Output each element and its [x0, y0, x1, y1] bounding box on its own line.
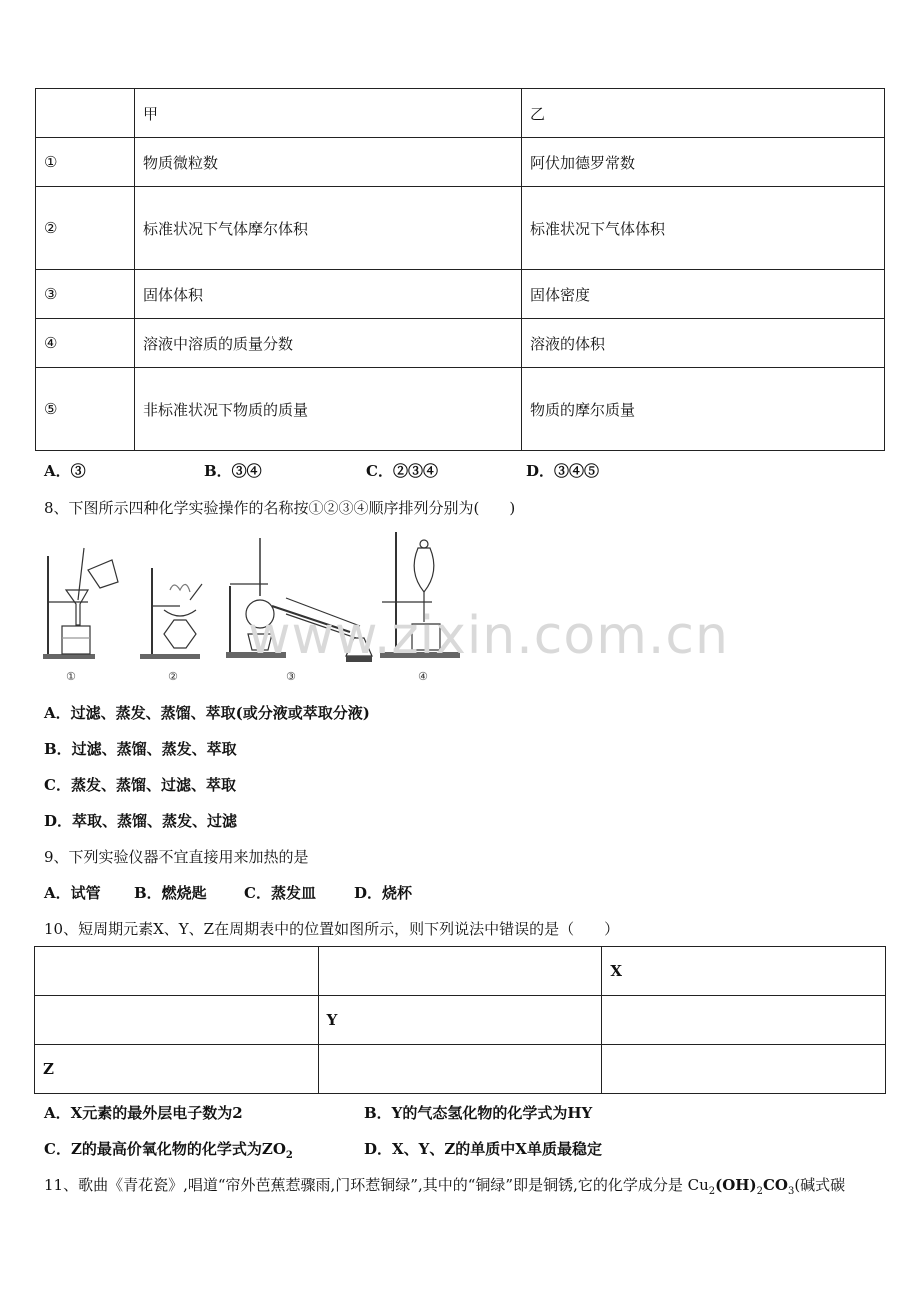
- q10-option-b: B．Y的气态氢化物的化学式为HY: [364, 1104, 593, 1122]
- fig-label-1: ①: [66, 670, 76, 683]
- q10-option-c: C．Z的最高价氧化物的化学式为$ZO_2$: [44, 1140, 293, 1161]
- q8-stem: 8、下图所示四种化学实验操作的名称按①②③④顺序排列分别为( ): [44, 499, 516, 517]
- q9-option-d: D．烧杯: [354, 884, 413, 902]
- cell-yi: 溶液的体积: [522, 319, 885, 368]
- fig-label-2: ②: [168, 670, 178, 683]
- grid-cell: [602, 996, 886, 1045]
- q8-option-d: D．萃取、蒸馏、蒸发、过滤: [44, 812, 238, 830]
- cell-jia: 固体体积: [135, 270, 522, 319]
- cell-yi: 物质的摩尔质量: [522, 368, 885, 451]
- q7-option-a: A．③: [44, 462, 86, 480]
- cell-jia: 非标准状况下物质的质量: [135, 368, 522, 451]
- grid-cell: [602, 1045, 886, 1094]
- watermark-text: www.zixin.com.cn: [248, 606, 729, 666]
- header-cell: 乙: [522, 89, 885, 138]
- periodic-position-table: [34, 946, 886, 1094]
- q9-stem: 9、下列实验仪器不宜直接用来加热的是: [44, 848, 309, 866]
- quantity-table: [35, 88, 885, 451]
- q10-stem: 10、短周期元素X、Y、Z在周期表中的位置如图所示，则下列说法中错误的是（ ）: [44, 920, 620, 938]
- row-number: ①: [36, 138, 135, 187]
- grid-cell: [35, 996, 319, 1045]
- grid-cell: Z: [35, 1045, 319, 1094]
- grid-cell: X: [602, 947, 886, 996]
- q9-option-a: A．试管: [44, 884, 101, 902]
- q9-option-c: C．蒸发皿: [244, 884, 316, 902]
- cell-jia: 物质微粒数: [135, 138, 522, 187]
- q8-option-a: A．过滤、蒸发、蒸馏、萃取(或分液或萃取分液): [44, 704, 370, 722]
- q8-option-c: C．蒸发、蒸馏、过滤、萃取: [44, 776, 236, 794]
- q7-option-d: D．③④⑤: [526, 462, 600, 480]
- cell-jia: 标准状况下气体摩尔体积: [135, 187, 522, 270]
- q8-option-b: B．过滤、蒸馏、蒸发、萃取: [44, 740, 237, 758]
- cell-yi: 固体密度: [522, 270, 885, 319]
- fig-label-3: ③: [286, 670, 296, 683]
- cell-jia: 溶液中溶质的质量分数: [135, 319, 522, 368]
- grid-cell: Y: [318, 996, 602, 1045]
- row-number: ②: [36, 187, 135, 270]
- q7-option-b: B．③④: [204, 462, 262, 480]
- filtration-apparatus-icon: [43, 548, 118, 659]
- row-number: ③: [36, 270, 135, 319]
- row-number: ④: [36, 319, 135, 368]
- q7-option-c: C．②③④: [366, 462, 438, 480]
- cell-yi: 阿伏加德罗常数: [522, 138, 885, 187]
- row-number: ⑤: [36, 368, 135, 451]
- q10-option-a: A．X元素的最外层电子数为2: [44, 1104, 243, 1122]
- header-cell: [36, 89, 135, 138]
- table-row: [36, 368, 885, 451]
- table-header-row: [36, 89, 885, 138]
- grid-cell: [318, 1045, 602, 1094]
- q9-option-b: B．燃烧匙: [134, 884, 207, 902]
- table-row: [36, 138, 885, 187]
- fig-label-4: ④: [418, 670, 428, 683]
- cell-yi: 标准状况下气体体积: [522, 187, 885, 270]
- grid-cell: [318, 947, 602, 996]
- q11-stem: 11、歌曲《青花瓷》,唱道“帘外芭蕉惹骤雨,门环惹铜绿”,其中的“铜绿”即是铜锈,它的化学成分是 $Cu_2(OH)_2CO_3$(碱式碳: [44, 1176, 846, 1197]
- table-row: [36, 319, 885, 368]
- evaporation-apparatus-icon: [140, 568, 202, 659]
- grid-cell: [35, 947, 319, 996]
- header-cell: 甲: [135, 89, 522, 138]
- table-row: [36, 270, 885, 319]
- q10-option-d: D．X、Y、Z的单质中X单质最稳定: [364, 1140, 602, 1158]
- table-row: [36, 187, 885, 270]
